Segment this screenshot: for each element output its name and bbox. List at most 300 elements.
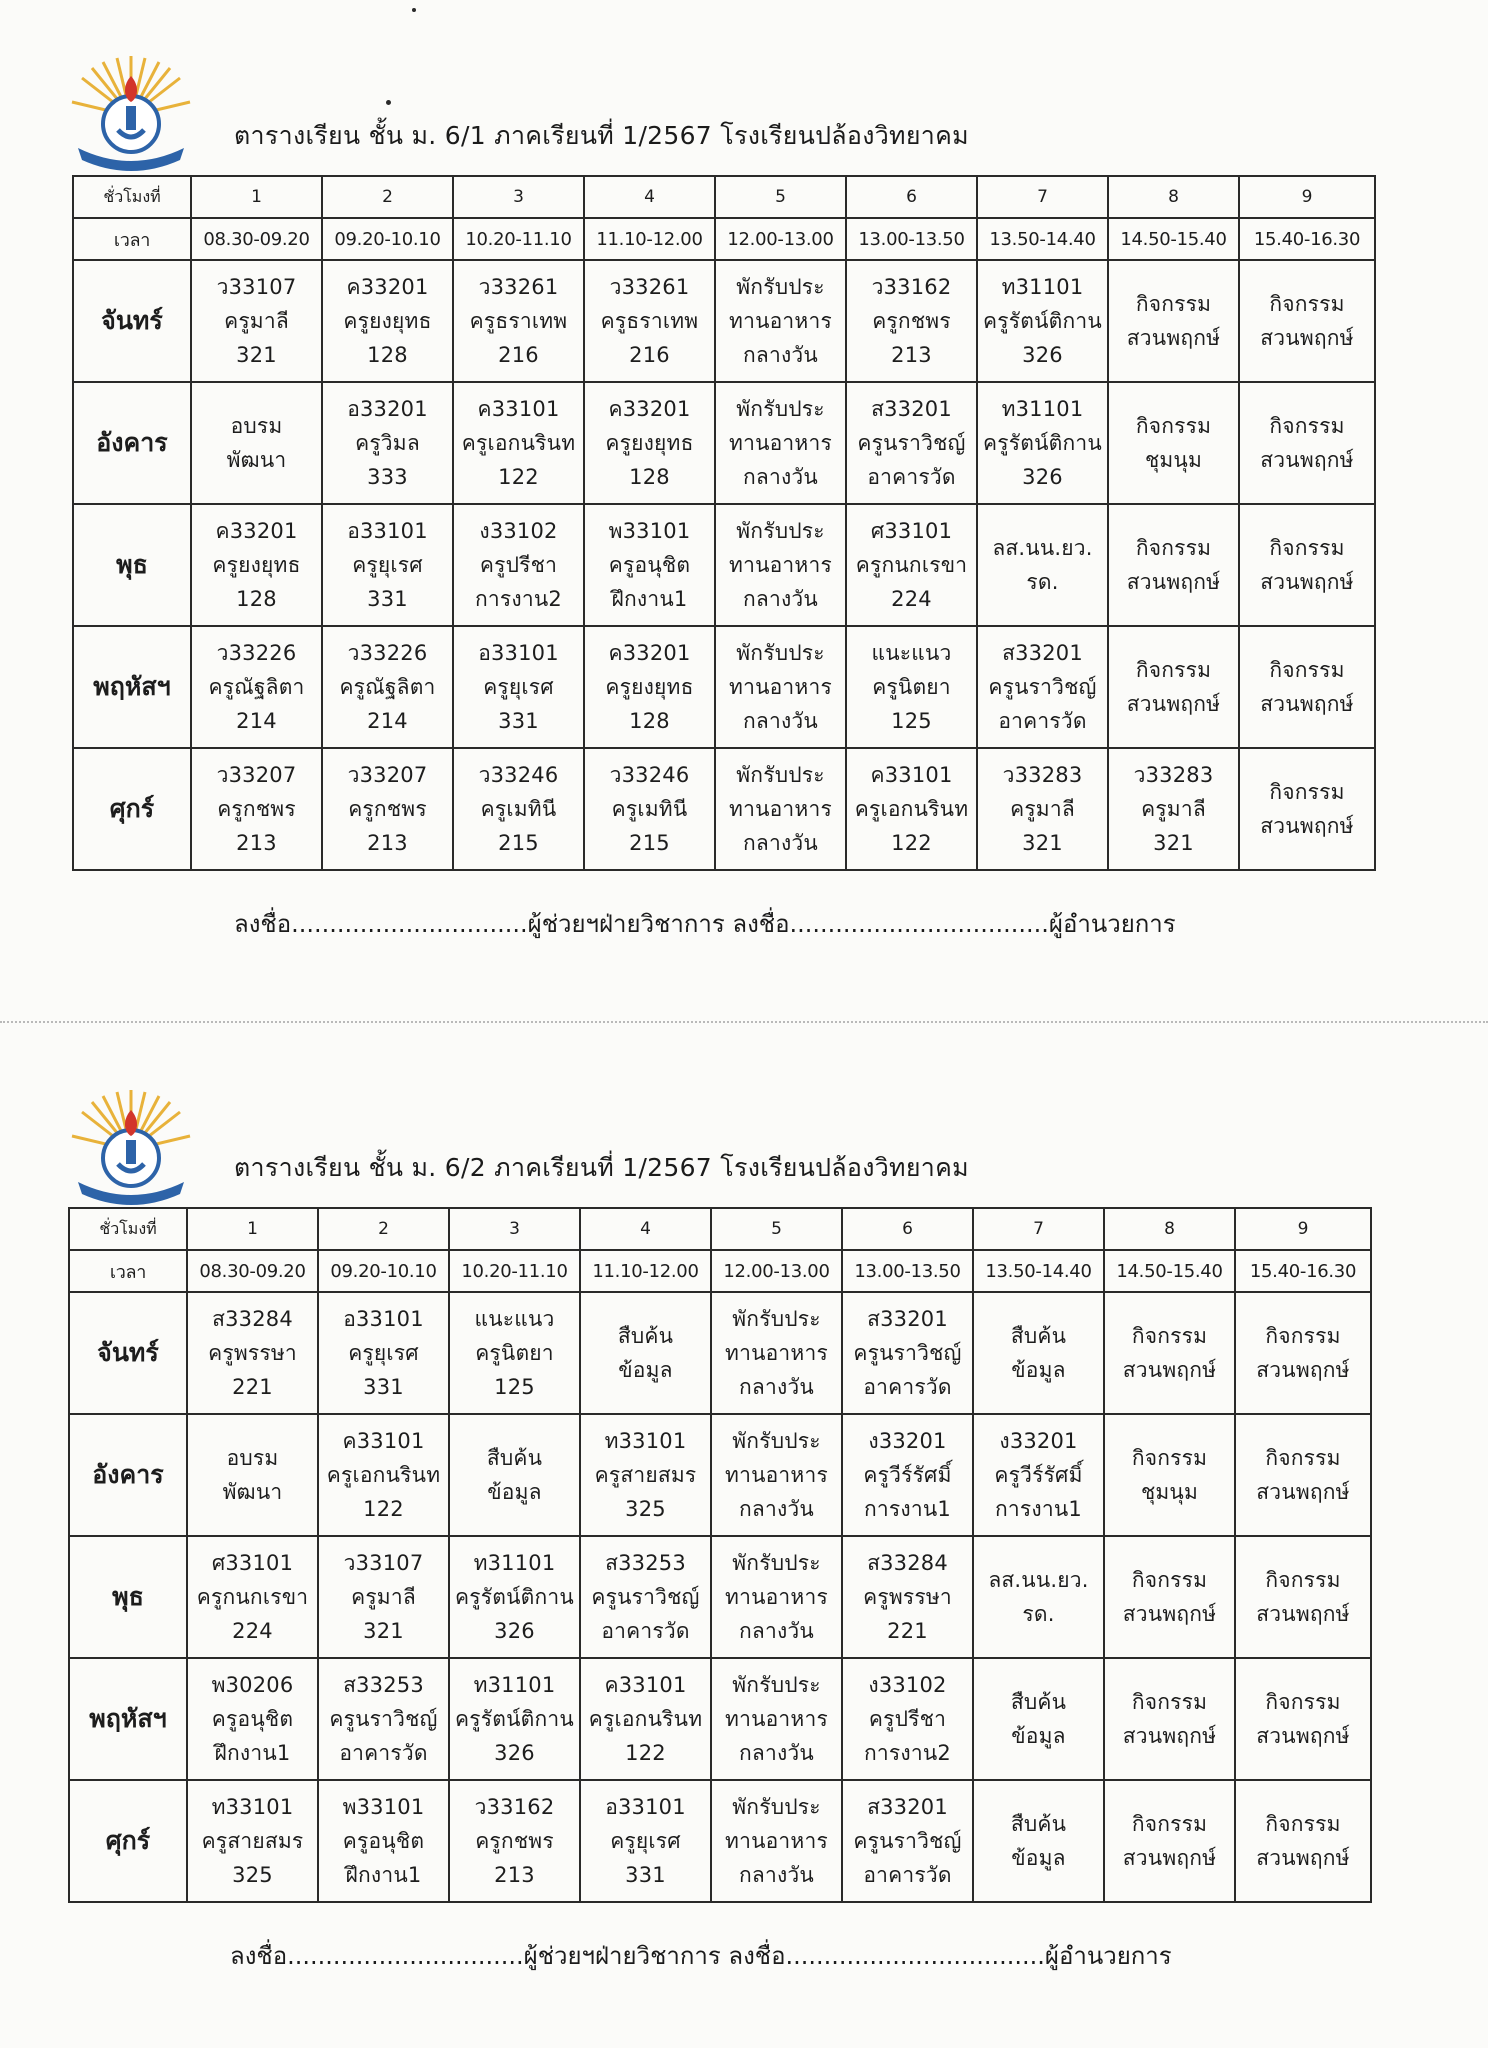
day-name: ศุกร์: [69, 1780, 187, 1902]
class-cell: [842, 1414, 973, 1536]
period-number: 6: [846, 176, 977, 218]
cell-line: ครูยุเรศ: [352, 553, 423, 577]
class-cell: [711, 1292, 842, 1414]
cell-line: ว33246: [478, 763, 559, 787]
cell-line: กลางวัน: [739, 1619, 814, 1643]
cell-line: พักรับประ: [732, 1673, 821, 1697]
cell-line: ข้อมูล: [618, 1358, 673, 1382]
class-cell: [584, 382, 715, 504]
cell-line: แนะแนว: [871, 641, 952, 665]
cell-line: ว33246: [609, 763, 690, 787]
class-cell: [453, 260, 584, 382]
cell-line: ข้อมูล: [1011, 1846, 1066, 1870]
cell-line: ส33253: [343, 1673, 424, 1697]
cell-line: ค33101: [870, 763, 953, 787]
cell-line: กิจกรรม: [1269, 780, 1345, 804]
time-label: เวลา: [69, 1250, 187, 1292]
day-name: พฤหัสฯ: [73, 626, 191, 748]
cell-line: กลางวัน: [739, 1741, 814, 1765]
cell-line: ครูวีร์รัศมิ์: [863, 1463, 952, 1487]
cell-line: ครูนราวิชญ์: [329, 1707, 438, 1731]
cell-line: 215: [629, 831, 670, 855]
cell-line: 214: [236, 709, 277, 733]
day-row: [69, 1414, 1371, 1536]
cell-line: กิจกรรม: [1131, 1568, 1208, 1592]
cell-line: 224: [232, 1619, 273, 1643]
cell-line: สวนพฤกษ์: [1122, 1846, 1217, 1870]
day-row: [73, 382, 1375, 504]
cell-line: ครูมาลี: [1141, 797, 1206, 821]
class-cell: [322, 504, 453, 626]
cell-line: ครูยงยุทธ: [343, 309, 432, 333]
period-number: 4: [580, 1208, 711, 1250]
cell-line: ว33207: [216, 763, 297, 787]
cell-line: พัฒนา: [222, 1480, 283, 1504]
cell-line: พ30206: [211, 1673, 294, 1697]
class-cell: [1239, 382, 1375, 504]
class-cell: [1108, 260, 1239, 382]
page-divider: [0, 1021, 1488, 1023]
class-cell: [1235, 1658, 1371, 1780]
cell-line: พักรับประ: [736, 641, 825, 665]
cell-line: ครูเมทินี: [611, 797, 688, 821]
period-number: 4: [584, 176, 715, 218]
cell-line: สวนพฤกษ์: [1256, 1358, 1350, 1382]
class-cell: [191, 748, 322, 870]
cell-line: สวนพฤกษ์: [1122, 1358, 1217, 1382]
cell-line: ครูยงยุทธ: [212, 553, 301, 577]
cell-line: ว33261: [609, 275, 690, 299]
cell-line: อ33101: [605, 1795, 686, 1819]
cell-line: 331: [625, 1863, 666, 1887]
cell-line: ครูนราวิชญ์: [591, 1585, 700, 1609]
class-cell: [318, 1780, 449, 1902]
cell-line: สืบค้น: [1010, 1324, 1067, 1348]
cell-line: กิจกรรม: [1269, 536, 1345, 560]
day-row: [69, 1780, 1371, 1902]
cell-line: พักรับประ: [736, 763, 825, 787]
cell-line: การงาน1: [995, 1497, 1082, 1521]
class-cell: [453, 382, 584, 504]
class-cell: [191, 260, 322, 382]
cell-line: ทานอาหาร: [725, 1463, 828, 1487]
time-slot: 08.30-09.20: [187, 1250, 318, 1292]
class-cell: [584, 748, 715, 870]
cell-line: 216: [498, 343, 539, 367]
cell-line: 331: [367, 587, 408, 611]
cell-line: ว33283: [1133, 763, 1214, 787]
day-row: [73, 626, 1375, 748]
cell-line: ว33107: [216, 275, 297, 299]
class-cell: [1108, 504, 1239, 626]
cell-line: 125: [494, 1375, 535, 1399]
class-cell: [187, 1536, 318, 1658]
cell-line: ว33283: [1002, 763, 1083, 787]
cell-line: 213: [236, 831, 277, 855]
cell-line: ทานอาหาร: [725, 1585, 828, 1609]
class-cell: [191, 504, 322, 626]
class-cell: [715, 504, 846, 626]
cell-line: 333: [367, 465, 408, 489]
class-cell: [191, 382, 322, 504]
cell-line: อาคารวัด: [863, 1375, 952, 1399]
cell-line: อาคารวัด: [867, 465, 956, 489]
class-cell: [187, 1780, 318, 1902]
cell-line: ครูนิตยา: [872, 675, 951, 699]
cell-line: อาคารวัด: [339, 1741, 428, 1765]
day-row: [73, 260, 1375, 382]
cell-line: ครูพรรษา: [863, 1585, 952, 1609]
time-slot: 13.50-14.40: [973, 1250, 1104, 1292]
cell-line: สืบค้น: [617, 1324, 674, 1348]
cell-line: ง33102: [479, 519, 558, 543]
time-slot: 14.50-15.40: [1104, 1250, 1235, 1292]
time-row: [73, 218, 1375, 260]
time-slot: 11.10-12.00: [580, 1250, 711, 1292]
cell-line: ครูนราวิชญ์: [853, 1829, 962, 1853]
day-name: พุธ: [73, 504, 191, 626]
cell-line: ข้อมูล: [487, 1480, 542, 1504]
scan-speck: [412, 8, 416, 12]
class-cell: [584, 260, 715, 382]
period-header-row: [73, 176, 1375, 218]
cell-line: อบรม: [230, 414, 283, 438]
cell-line: กลางวัน: [743, 343, 818, 367]
time-slot: 13.00-13.50: [842, 1250, 973, 1292]
cell-line: 325: [625, 1497, 666, 1521]
class-cell: [973, 1414, 1104, 1536]
cell-line: ครูรัตน์ติกาน: [455, 1585, 574, 1609]
class-cell: [1108, 748, 1239, 870]
time-slot: 09.20-10.10: [322, 218, 453, 260]
class-cell: [322, 382, 453, 504]
class-cell: [318, 1536, 449, 1658]
day-row: [73, 748, 1375, 870]
cell-line: กลางวัน: [739, 1375, 814, 1399]
cell-line: 321: [1153, 831, 1194, 855]
cell-line: ครูยงยุทธ: [605, 675, 694, 699]
cell-line: ครูอนุชิต: [211, 1707, 294, 1731]
cell-line: การงาน1: [864, 1497, 951, 1521]
cell-line: สวนพฤกษ์: [1122, 1724, 1217, 1748]
class-cell: [318, 1414, 449, 1536]
cell-line: พักรับประ: [736, 519, 825, 543]
class-cell: [1239, 260, 1375, 382]
cell-line: สวนพฤกษ์: [1126, 692, 1221, 716]
cell-line: กิจกรรม: [1269, 414, 1345, 438]
day-name: จันทร์: [69, 1292, 187, 1414]
cell-line: 221: [887, 1619, 928, 1643]
cell-line: ลส.นน.ยว.: [992, 536, 1093, 560]
class-cell: [453, 626, 584, 748]
cell-line: พักรับประ: [736, 275, 825, 299]
cell-line: ทานอาหาร: [725, 1829, 828, 1853]
class-cell: [1239, 748, 1375, 870]
cell-line: สวนพฤกษ์: [1256, 1846, 1350, 1870]
cell-line: กลางวัน: [743, 831, 818, 855]
class-cell: [580, 1658, 711, 1780]
cell-line: ทานอาหาร: [729, 431, 832, 455]
class-cell: [715, 382, 846, 504]
cell-line: ครูนราวิชญ์: [857, 431, 966, 455]
cell-line: รด.: [1026, 570, 1059, 594]
cell-line: ส33201: [867, 1307, 948, 1331]
time-slot: 15.40-16.30: [1235, 1250, 1371, 1292]
cell-line: ครูพรรษา: [208, 1341, 297, 1365]
day-row: [69, 1658, 1371, 1780]
cell-line: 325: [232, 1863, 273, 1887]
schedule-title: ตารางเรียน ชั้น ม. 6/2 ภาคเรียนที่ 1/2567 โรงเรียนปล้องวิทยาคม: [234, 1153, 969, 1182]
class-cell: [191, 626, 322, 748]
class-cell: [322, 626, 453, 748]
cell-line: 331: [363, 1375, 404, 1399]
class-cell: [842, 1292, 973, 1414]
cell-line: ข้อมูล: [1011, 1358, 1066, 1382]
cell-line: ครูยงยุทธ: [605, 431, 694, 455]
cell-line: กิจกรรม: [1135, 414, 1212, 438]
cell-line: ส33201: [871, 397, 952, 421]
day-row: [73, 504, 1375, 626]
cell-line: ง33201: [868, 1429, 947, 1453]
cell-line: 326: [1022, 343, 1063, 367]
cell-line: สวนพฤกษ์: [1256, 1724, 1350, 1748]
class-cell: [842, 1536, 973, 1658]
cell-line: ครูเอกนรินท: [461, 431, 576, 455]
cell-line: กิจกรรม: [1131, 1690, 1208, 1714]
time-slot: 08.30-09.20: [191, 218, 322, 260]
time-slot: 13.50-14.40: [977, 218, 1108, 260]
cell-line: ครูอนุชิต: [342, 1829, 425, 1853]
cell-line: กิจกรรม: [1269, 658, 1345, 682]
cell-line: ส33284: [867, 1551, 948, 1575]
school-logo: [68, 1086, 194, 1206]
cell-line: ลส.นน.ยว.: [988, 1568, 1089, 1592]
class-cell: [846, 748, 977, 870]
cell-line: ค33101: [604, 1673, 687, 1697]
cell-line: กิจกรรม: [1135, 658, 1212, 682]
cell-line: กลางวัน: [743, 465, 818, 489]
cell-line: 128: [367, 343, 408, 367]
cell-line: อาคารวัด: [998, 709, 1087, 733]
cell-line: ค33201: [608, 397, 691, 421]
period-number: 8: [1104, 1208, 1235, 1250]
cell-line: ค33101: [477, 397, 560, 421]
cell-line: ฝึกงาน1: [611, 587, 688, 611]
class-cell: [846, 382, 977, 504]
cell-line: กิจกรรม: [1135, 536, 1212, 560]
timetable: [72, 175, 1376, 871]
period-label: ชั่วโมงที่: [73, 176, 191, 218]
time-slot: 11.10-12.00: [584, 218, 715, 260]
class-cell: [318, 1292, 449, 1414]
cell-line: 122: [891, 831, 932, 855]
cell-line: 128: [629, 709, 670, 733]
cell-line: ทานอาหาร: [729, 797, 832, 821]
cell-line: ทานอาหาร: [729, 553, 832, 577]
cell-line: ครูปรีชา: [868, 1707, 947, 1731]
cell-line: ครูมาลี: [1010, 797, 1075, 821]
time-slot: 09.20-10.10: [318, 1250, 449, 1292]
cell-line: ส33284: [212, 1307, 293, 1331]
cell-line: การงาน2: [864, 1741, 951, 1765]
cell-line: ครูกนกเรขา: [196, 1585, 309, 1609]
cell-line: ครูรัตน์ติกาน: [983, 431, 1102, 455]
cell-line: พ33101: [608, 519, 691, 543]
cell-line: 122: [363, 1497, 404, 1521]
cell-line: ท31101: [473, 1551, 556, 1575]
cell-line: ท31101: [1001, 397, 1084, 421]
cell-line: ค33101: [342, 1429, 425, 1453]
cell-line: สืบค้น: [486, 1446, 543, 1470]
cell-line: กิจกรรม: [1265, 1812, 1341, 1836]
class-cell: [1108, 382, 1239, 504]
class-cell: [715, 626, 846, 748]
cell-line: ส33201: [867, 1795, 948, 1819]
cell-line: ครูยุเรศ: [610, 1829, 681, 1853]
cell-line: สวนพฤกษ์: [1260, 692, 1354, 716]
cell-line: 321: [1022, 831, 1063, 855]
cell-line: ครูกชพร: [872, 309, 951, 333]
period-number: 3: [449, 1208, 580, 1250]
cell-line: ครูเอกนรินท: [854, 797, 969, 821]
class-cell: [1235, 1536, 1371, 1658]
cell-line: ทานอาหาร: [725, 1707, 828, 1731]
class-cell: [1104, 1780, 1235, 1902]
cell-line: สวนพฤกษ์: [1126, 570, 1221, 594]
cell-line: สืบค้น: [1010, 1812, 1067, 1836]
cell-line: กิจกรรม: [1131, 1812, 1208, 1836]
cell-line: สวนพฤกษ์: [1260, 448, 1354, 472]
cell-line: ครูสายสมร: [594, 1463, 697, 1487]
cell-line: กิจกรรม: [1135, 292, 1212, 316]
cell-line: ครูปรีชา: [479, 553, 558, 577]
cell-line: ว33226: [347, 641, 428, 665]
period-header-row: [69, 1208, 1371, 1250]
class-cell: [449, 1536, 580, 1658]
cell-line: ค33201: [346, 275, 429, 299]
class-cell: [977, 382, 1108, 504]
class-cell: [187, 1292, 318, 1414]
cell-line: ว33162: [474, 1795, 555, 1819]
cell-line: สวนพฤกษ์: [1122, 1602, 1217, 1626]
period-number: 3: [453, 176, 584, 218]
class-cell: [1239, 504, 1375, 626]
day-name: จันทร์: [73, 260, 191, 382]
cell-line: ท33101: [211, 1795, 294, 1819]
class-cell: [973, 1536, 1104, 1658]
cell-line: ครูกชพร: [217, 797, 296, 821]
cell-line: อ33201: [347, 397, 428, 421]
cell-line: สืบค้น: [1010, 1690, 1067, 1714]
cell-line: ครูนิตยา: [475, 1341, 554, 1365]
cell-line: อ33101: [478, 641, 559, 665]
cell-line: ครูรัตน์ติกาน: [983, 309, 1102, 333]
cell-line: 213: [494, 1863, 535, 1887]
class-cell: [1104, 1658, 1235, 1780]
time-slot: 12.00-13.00: [715, 218, 846, 260]
cell-line: ว33162: [871, 275, 952, 299]
cell-line: ครูสายสมร: [201, 1829, 304, 1853]
period-number: 1: [191, 176, 322, 218]
cell-line: พักรับประ: [732, 1429, 821, 1453]
cell-line: 125: [891, 709, 932, 733]
class-cell: [711, 1414, 842, 1536]
class-cell: [580, 1780, 711, 1902]
period-number: 2: [322, 176, 453, 218]
cell-line: 122: [498, 465, 539, 489]
cell-line: ครูเอกนรินท: [588, 1707, 703, 1731]
class-cell: [580, 1414, 711, 1536]
cell-line: อบรม: [226, 1446, 279, 1470]
day-name: อังคาร: [69, 1414, 187, 1536]
cell-line: ครูมาลี: [351, 1585, 416, 1609]
class-cell: [842, 1658, 973, 1780]
period-number: 9: [1235, 1208, 1371, 1250]
cell-line: ครูกชพร: [475, 1829, 554, 1853]
time-row: [69, 1250, 1371, 1292]
cell-line: ชุมนุม: [1140, 1480, 1199, 1504]
class-cell: [842, 1780, 973, 1902]
signature-line: ลงชื่อ...............................ผู้ช่วยฯฝ่ายวิชาการ ลงชื่อ..................................ผู้อำนวยการ: [234, 910, 1176, 938]
period-number: 2: [318, 1208, 449, 1250]
class-cell: [1235, 1780, 1371, 1902]
class-cell: [711, 1658, 842, 1780]
class-cell: [318, 1658, 449, 1780]
cell-line: ครูนราวิชญ์: [853, 1341, 962, 1365]
class-cell: [1104, 1414, 1235, 1536]
cell-line: ครูกชพร: [348, 797, 427, 821]
cell-line: 128: [629, 465, 670, 489]
cell-line: กิจกรรม: [1269, 292, 1345, 316]
cell-line: ครูอนุชิต: [608, 553, 691, 577]
cell-line: ส33253: [605, 1551, 686, 1575]
cell-line: ท31101: [1001, 275, 1084, 299]
cell-line: กลางวัน: [739, 1863, 814, 1887]
cell-line: ฝึกงาน1: [214, 1741, 291, 1765]
cell-line: ครูณัฐลิตา: [208, 675, 305, 699]
cell-line: ครูเอกนรินท: [326, 1463, 441, 1487]
cell-line: พักรับประ: [732, 1795, 821, 1819]
cell-line: 213: [891, 343, 932, 367]
cell-line: ชุมนุม: [1144, 448, 1203, 472]
cell-line: กิจกรรม: [1265, 1690, 1341, 1714]
day-row: [69, 1536, 1371, 1658]
class-cell: [1235, 1414, 1371, 1536]
cell-line: อ33101: [343, 1307, 424, 1331]
time-slot: 14.50-15.40: [1108, 218, 1239, 260]
cell-line: ว33261: [478, 275, 559, 299]
scan-speck: [386, 100, 391, 105]
class-cell: [846, 504, 977, 626]
class-cell: [977, 748, 1108, 870]
cell-line: 216: [629, 343, 670, 367]
day-name: อังคาร: [73, 382, 191, 504]
cell-line: 214: [367, 709, 408, 733]
cell-line: กิจกรรม: [1131, 1324, 1208, 1348]
cell-line: ครูธราเทพ: [469, 309, 568, 333]
cell-line: ครูยุเรศ: [348, 1341, 419, 1365]
cell-line: ค33201: [215, 519, 298, 543]
cell-line: สวนพฤกษ์: [1256, 1602, 1350, 1626]
cell-line: ครูวีร์รัศมิ์: [994, 1463, 1083, 1487]
cell-line: ครูวิมล: [355, 431, 420, 455]
cell-line: ฝึกงาน1: [345, 1863, 422, 1887]
cell-line: ง33201: [999, 1429, 1078, 1453]
day-name: ศุกร์: [73, 748, 191, 870]
cell-line: ครูกนกเรขา: [855, 553, 968, 577]
cell-line: 326: [494, 1619, 535, 1643]
cell-line: ข้อมูล: [1011, 1724, 1066, 1748]
